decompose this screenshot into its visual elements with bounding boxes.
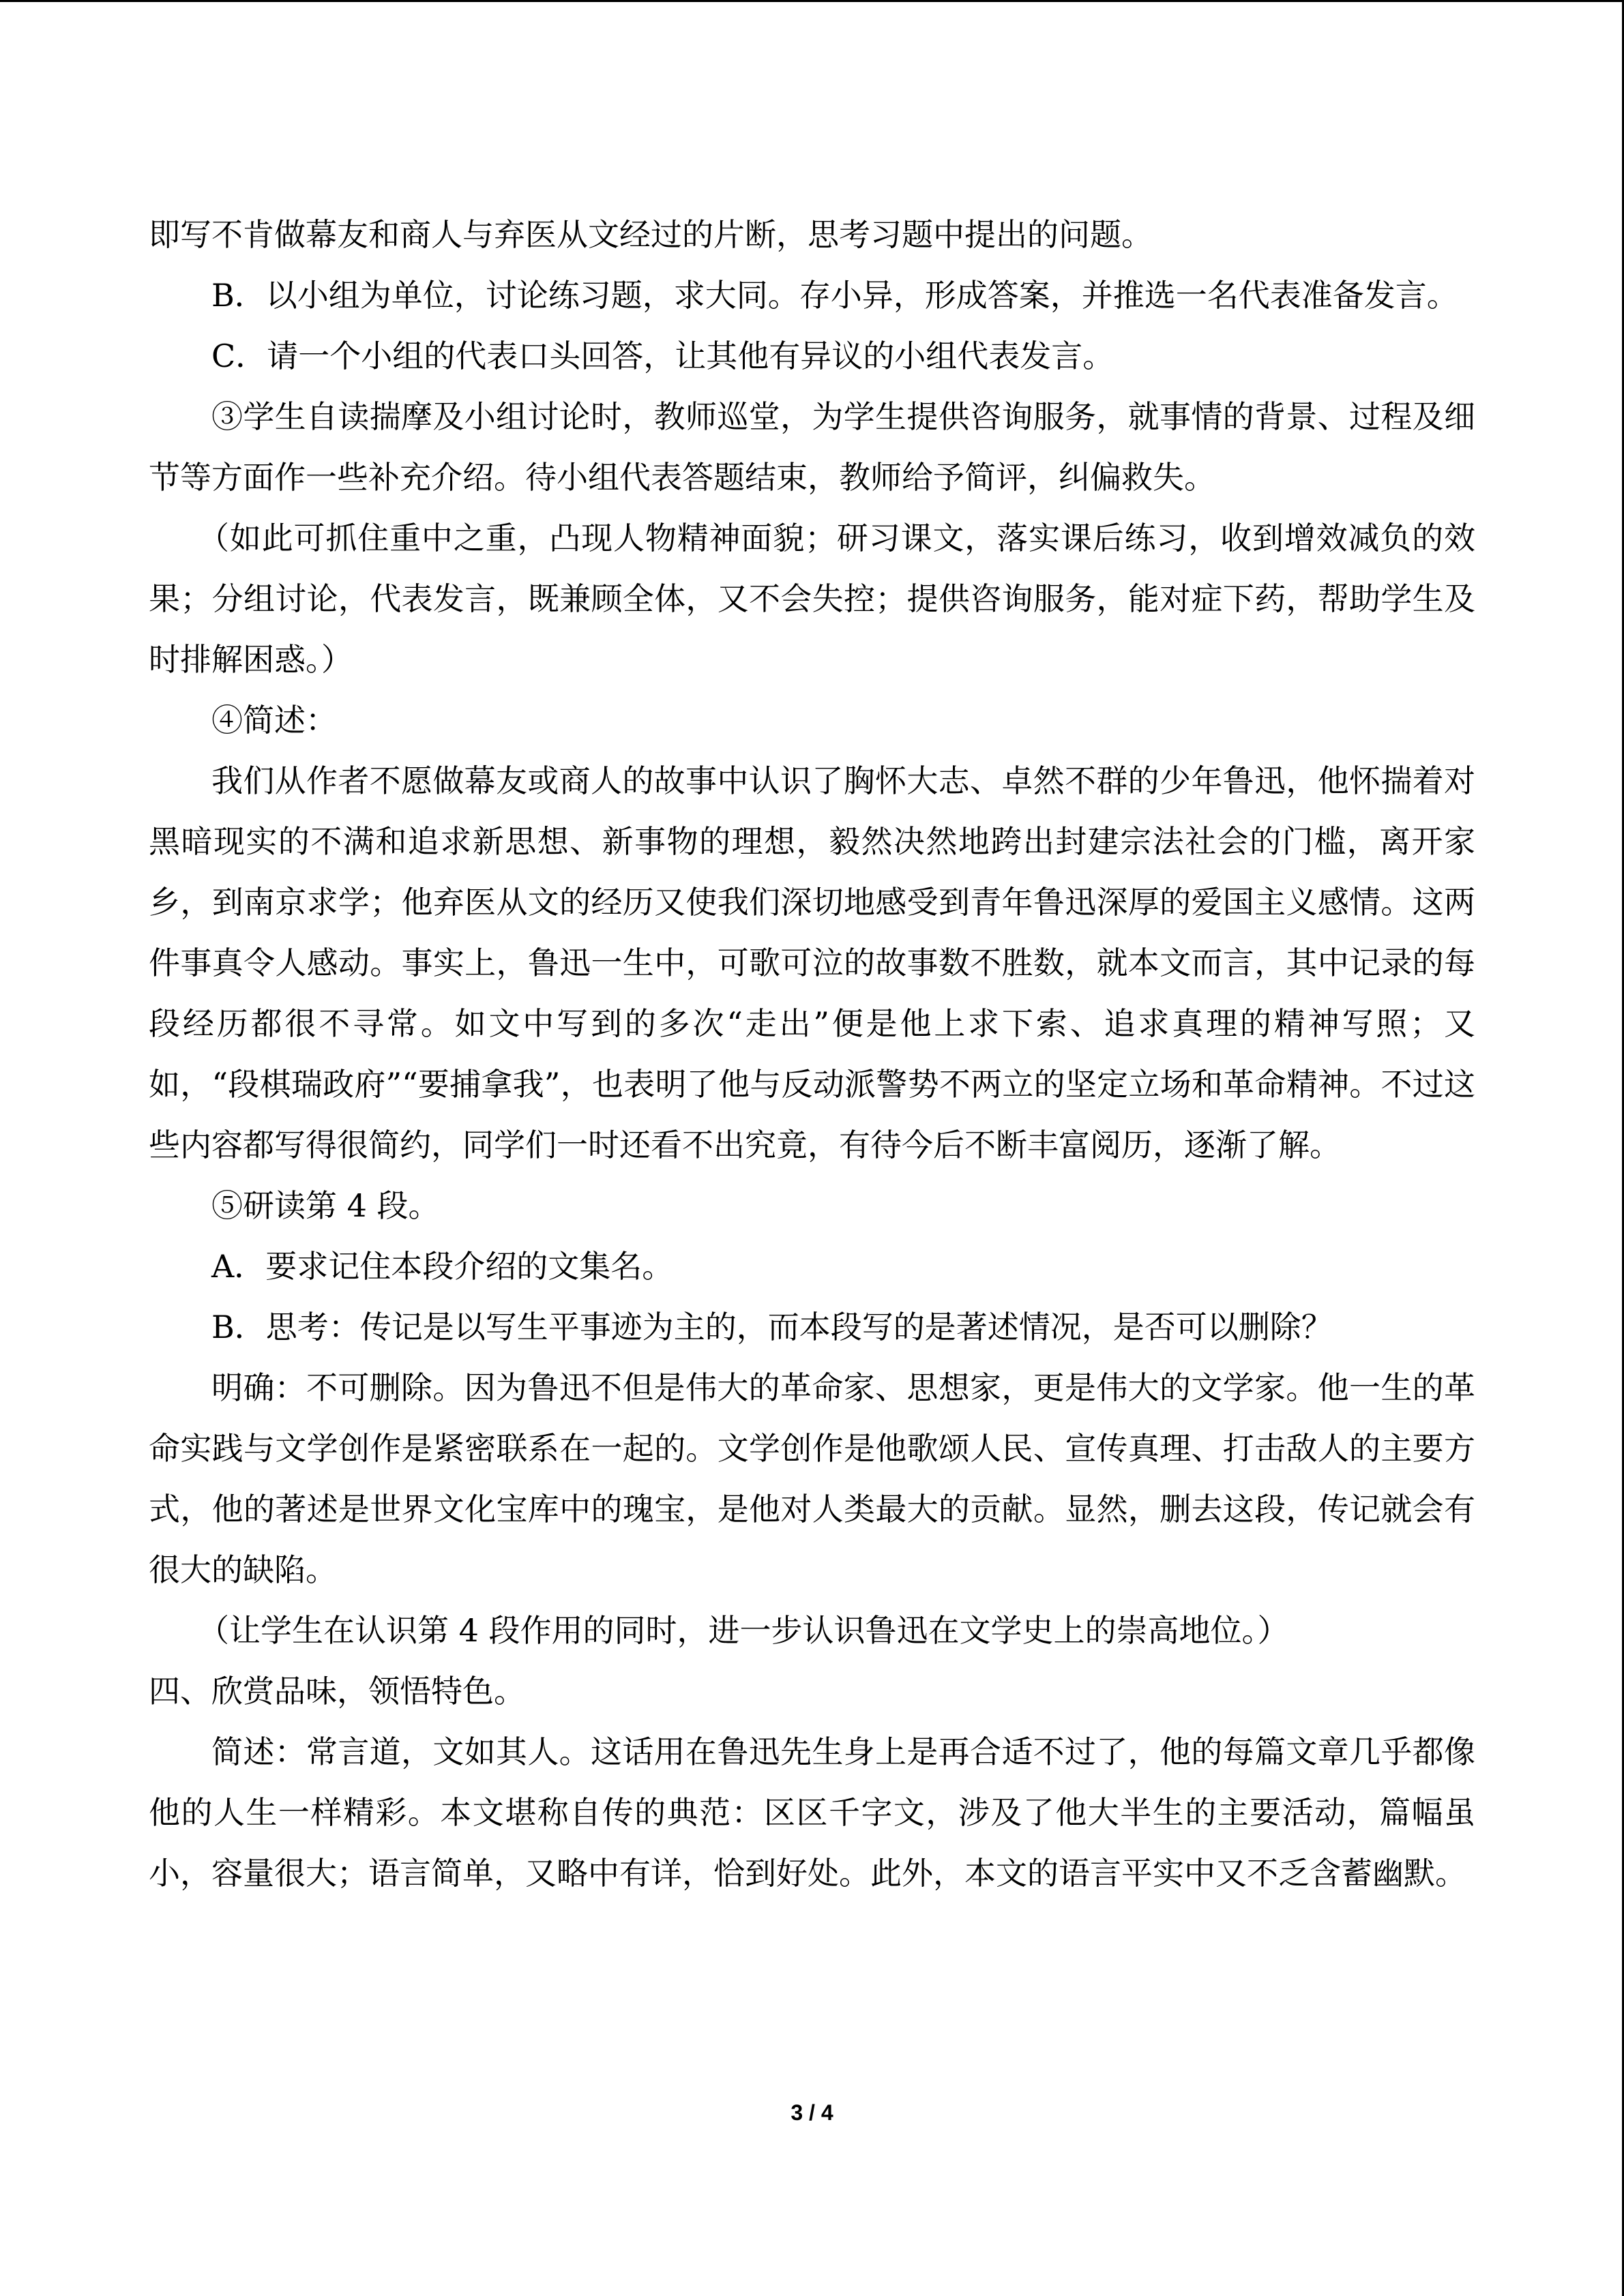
paragraph-9: A．要求记住本段介绍的文集名。 <box>211 1248 674 1285</box>
paragraph-11: 明确：不可删除。因为鲁迅不但是伟大的革命家、思想家，更是伟大的文学家。他一生的革命实践与文学创作是紧密联系在一起的。文学创作是他歌颂人民、宣传真理、打击敌人的主要方式，他的著述是世界文化宝库中的瑰宝，是他对人类最大的贡献。显然，删去这段，传记就会有很大的缺陷。 <box>149 1369 1475 1588</box>
paragraph-2: B．以小组为单位，讨论练习题，求大同。存小异，形成答案，并推选一名代表准备发言。 <box>211 277 1458 314</box>
paragraph-7: 我们从作者不愿做幕友或商人的故事中认识了胸怀大志、卓然不群的少年鲁迅，他怀揣着对黑暗现实的不满和追求新思想、新事物的理想，毅然决然地跨出封建宗法社会的门槛，离开家乡，到南京求学；他弃医从文的经历又使我们深切地感受到青年鲁迅深厚的爱国主义感情。这两件事真令人感动。事实上，鲁迅一生中，可歌可泣的故事数不胜数，就本文而言，其中记录的每段经历都很不寻常。如文中写到的多次“走出”便是他上求下索、追求真理的精神写照；又如，“段棋瑞政府”“要捕拿我”，也表明了他与反动派警势不两立的坚定立场和革命精神。不过这些内容都写得很简约，同学们一时还看不出究竟，有待今后不断丰富阅历，逐渐了解。 <box>149 762 1475 1163</box>
document-body <box>149 205 1475 1904</box>
paragraph-10: B．思考：传记是以写生平事迹为主的，而本段写的是著述情况，是否可以删除？ <box>211 1309 1333 1345</box>
paragraph-5: （如此可抓住重中之重，凸现人物精神面貌；研习课文，落实课后练习，收到增效减负的效果；分组讨论，代表发言，既兼顾全体，又不会失控；提供咨询服务，能对症下药，帮助学生及时排解困惑。） <box>149 520 1475 678</box>
paragraph-12: （让学生在认识第 4 段作用的同时，进一步认识鲁迅在文学史上的崇高地位。） <box>198 1612 1289 1649</box>
paragraph-13: 简述：常言道，文如其人。这话用在鲁迅先生身上是再合适不过了，他的每篇文章几乎都像他的人生一样精彩。本文堪称自传的典范：区区千字文，涉及了他大半生的主要活动，篇幅虽小，容量很大；语言简单，又略中有详，恰到好处。此外，本文的语言平实中又不乏含蓄幽默。 <box>149 1733 1475 1892</box>
paragraph-4: ③学生自读揣摩及小组讨论时，教师巡堂，为学生提供咨询服务，就事情的背景、过程及细节等方面作一些补充介绍。待小组代表答题结束，教师给予简评，纠偏救失。 <box>149 398 1475 496</box>
paragraph-3: C．请一个小组的代表口头回答，让其他有异议的小组代表发言。 <box>211 338 1114 374</box>
paragraph-1: 即写不肯做幕友和商人与弃医从文经过的片断，思考习题中提出的问题。 <box>149 216 1153 253</box>
page-border-top <box>0 0 1624 2</box>
section-heading-4: 四、欣赏品味，领悟特色。 <box>149 1673 525 1710</box>
paragraph-8: ⑤研读第 4 段。 <box>211 1187 440 1224</box>
paragraph-6: ④简述： <box>211 702 337 739</box>
page-number: 3 / 4 <box>791 2100 833 2125</box>
